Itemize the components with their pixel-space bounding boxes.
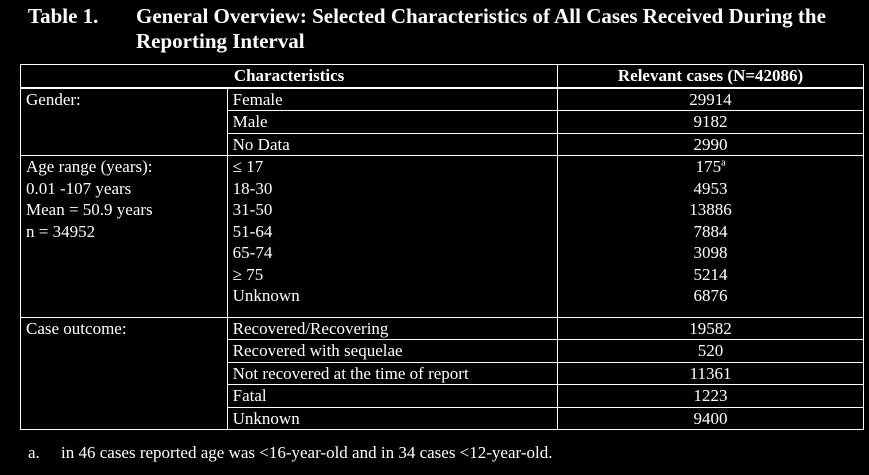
header-relevant-cases: Relevant cases (N=42086) [558, 65, 864, 88]
outcome-val: 520 [558, 340, 864, 363]
age-label-line: Mean = 50.9 years [26, 200, 153, 219]
age-label-line: 0.01 -107 years [26, 178, 132, 198]
footnote-marker: a [721, 157, 726, 169]
age-cat: ≥ 75 [227, 264, 557, 286]
outcome-cat: Not recovered at the time of report [227, 362, 557, 385]
outcome-cat: Fatal [227, 385, 557, 408]
footnote [28, 442, 552, 463]
age-cat: 18-30 [227, 178, 557, 200]
outcome-val: 9400 [558, 407, 864, 430]
footnote-text: in 46 cases reported age was <16-year-old and in 34 cases <12-year-old. [61, 443, 553, 462]
header-row [21, 65, 864, 88]
outcome-val: 11361 [558, 362, 864, 385]
outcome-cat: Recovered/Recovering [227, 317, 557, 340]
characteristics-table [20, 64, 864, 430]
table-row [21, 317, 864, 340]
spacer-cell [227, 307, 557, 318]
age-label-line: n = 34952 [26, 221, 96, 241]
age-val: 6876 [558, 285, 864, 307]
age-val: 7884 [558, 221, 864, 243]
table-title: General Overview: Selected Characteristics of All Cases Received During the Reporting Interval [136, 4, 826, 53]
age-label [21, 156, 228, 318]
gender-val: 9182 [558, 111, 864, 134]
age-cat: 31-50 [227, 199, 557, 221]
age-val: 5214 [558, 264, 864, 286]
age-cat: 51-64 [227, 221, 557, 243]
gender-label: Gender: [21, 88, 228, 156]
outcome-label: Case outcome: [21, 317, 228, 430]
age-cat: ≤ 17 [227, 156, 557, 178]
outcome-val: 19582 [558, 317, 864, 340]
gender-val: 29914 [558, 88, 864, 111]
spacer-cell [558, 307, 864, 318]
table-row [21, 156, 864, 178]
table-number: Table 1. [28, 4, 99, 28]
age-val: 4953 [558, 178, 864, 200]
age-cat: Unknown [227, 285, 557, 307]
gender-cat: Male [227, 111, 557, 134]
gender-val: 2990 [558, 133, 864, 156]
outcome-val: 1223 [558, 385, 864, 408]
age-label-line: Age range (years): [26, 157, 153, 176]
gender-cat: No Data [227, 133, 557, 156]
age-cat: 65-74 [227, 242, 557, 264]
age-val [558, 156, 864, 178]
header-characteristics: Characteristics [21, 65, 558, 88]
table-row [21, 88, 864, 111]
age-val: 13886 [558, 199, 864, 221]
age-val: 3098 [558, 242, 864, 264]
age-val-number: 175 [695, 157, 722, 176]
gender-cat: Female [227, 88, 557, 111]
footnote-letter: a. [28, 443, 40, 462]
outcome-cat: Unknown [227, 407, 557, 430]
outcome-cat: Recovered with sequelae [227, 340, 557, 363]
